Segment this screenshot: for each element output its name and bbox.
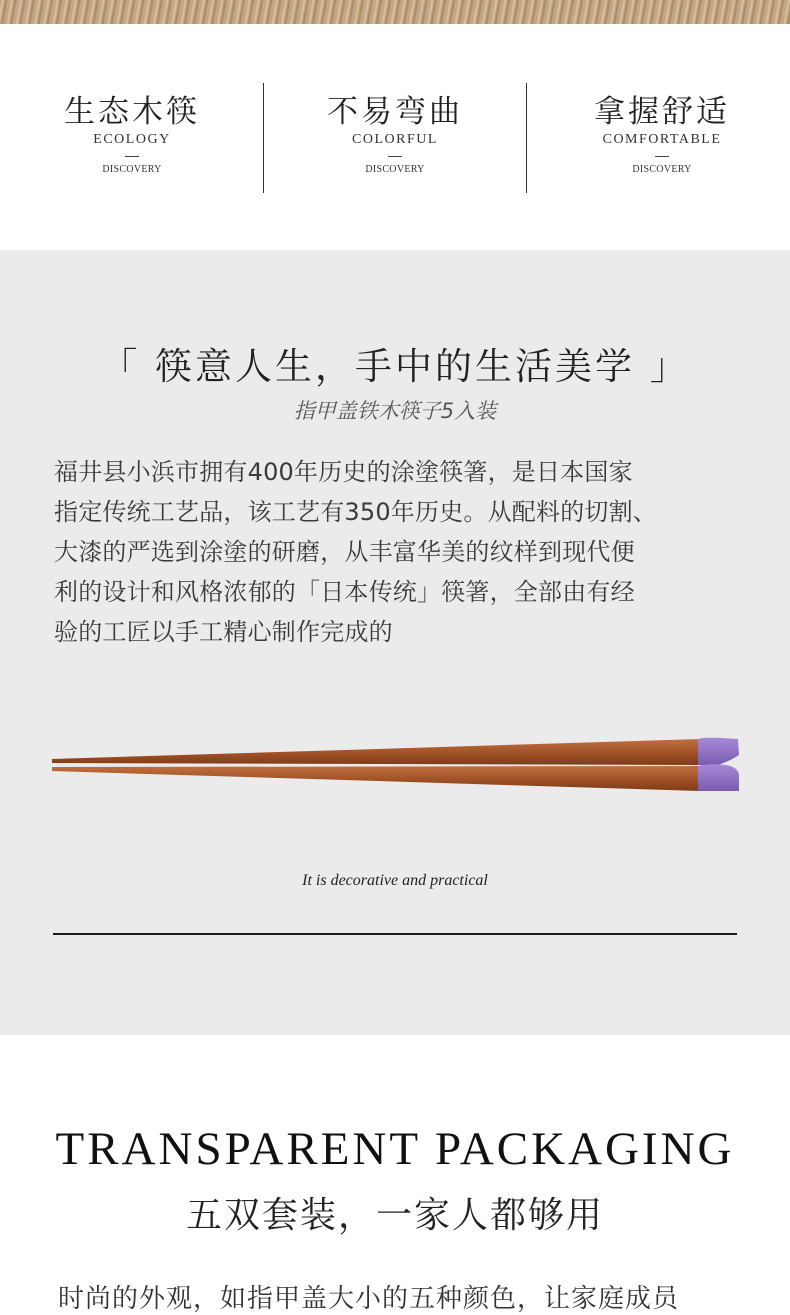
feature-dash <box>125 156 139 157</box>
packaging-description: 时尚的外观，如指甲盖大小的五种颜色，让家庭成员 <box>58 1284 680 1314</box>
intro-paragraph <box>54 452 754 652</box>
section-divider-line <box>53 933 737 935</box>
feature-colorful <box>295 94 495 175</box>
intro-section <box>0 250 790 1035</box>
paragraph-line: 验的工匠以手工精心制作完成的 <box>54 618 393 646</box>
feature-english: ECOLOGY <box>93 132 171 147</box>
packaging-title: TRANSPARENT PACKAGING <box>55 1123 735 1175</box>
feature-title: 不易弯曲 <box>327 94 463 130</box>
paragraph-line: 利的设计和风格浓郁的「日本传统」筷箸，全部由有经 <box>54 578 635 606</box>
wood-texture-banner <box>0 0 790 24</box>
feature-discovery: DISCOVERY <box>102 164 162 175</box>
feature-title: 生态木筷 <box>64 94 200 130</box>
feature-dash <box>655 156 669 157</box>
paragraph-line: 指定传统工艺品，该工艺有350年历史。从配料的切割、 <box>54 498 658 526</box>
feature-title: 拿握舒适 <box>594 94 730 130</box>
chopsticks-image <box>50 735 742 797</box>
feature-ecology <box>32 94 232 175</box>
feature-divider <box>526 83 527 193</box>
feature-english: COMFORTABLE <box>602 132 722 147</box>
intro-subtitle: 指甲盖铁木筷子5入装 <box>293 399 497 423</box>
feature-dash <box>388 156 402 157</box>
feature-english: COLORFUL <box>352 132 438 147</box>
intro-title: 「 筷意人生，手中的生活美学 」 <box>100 345 690 388</box>
feature-discovery: DISCOVERY <box>632 164 692 175</box>
paragraph-line: 福井县小浜市拥有400年历史的涂塗筷箸，是日本国家 <box>54 458 633 486</box>
feature-row <box>0 24 790 250</box>
chopstick-lower <box>52 764 739 791</box>
paragraph-line: 大漆的严选到涂塗的研磨，从丰富华美的纹样到现代便 <box>54 538 635 566</box>
feature-divider <box>263 83 264 193</box>
feature-comfortable <box>562 94 762 175</box>
tagline: It is decorative and practical <box>302 872 488 889</box>
packaging-subtitle: 五双套装，一家人都够用 <box>185 1195 604 1236</box>
chopstick-upper <box>52 738 739 765</box>
feature-discovery: DISCOVERY <box>365 164 425 175</box>
